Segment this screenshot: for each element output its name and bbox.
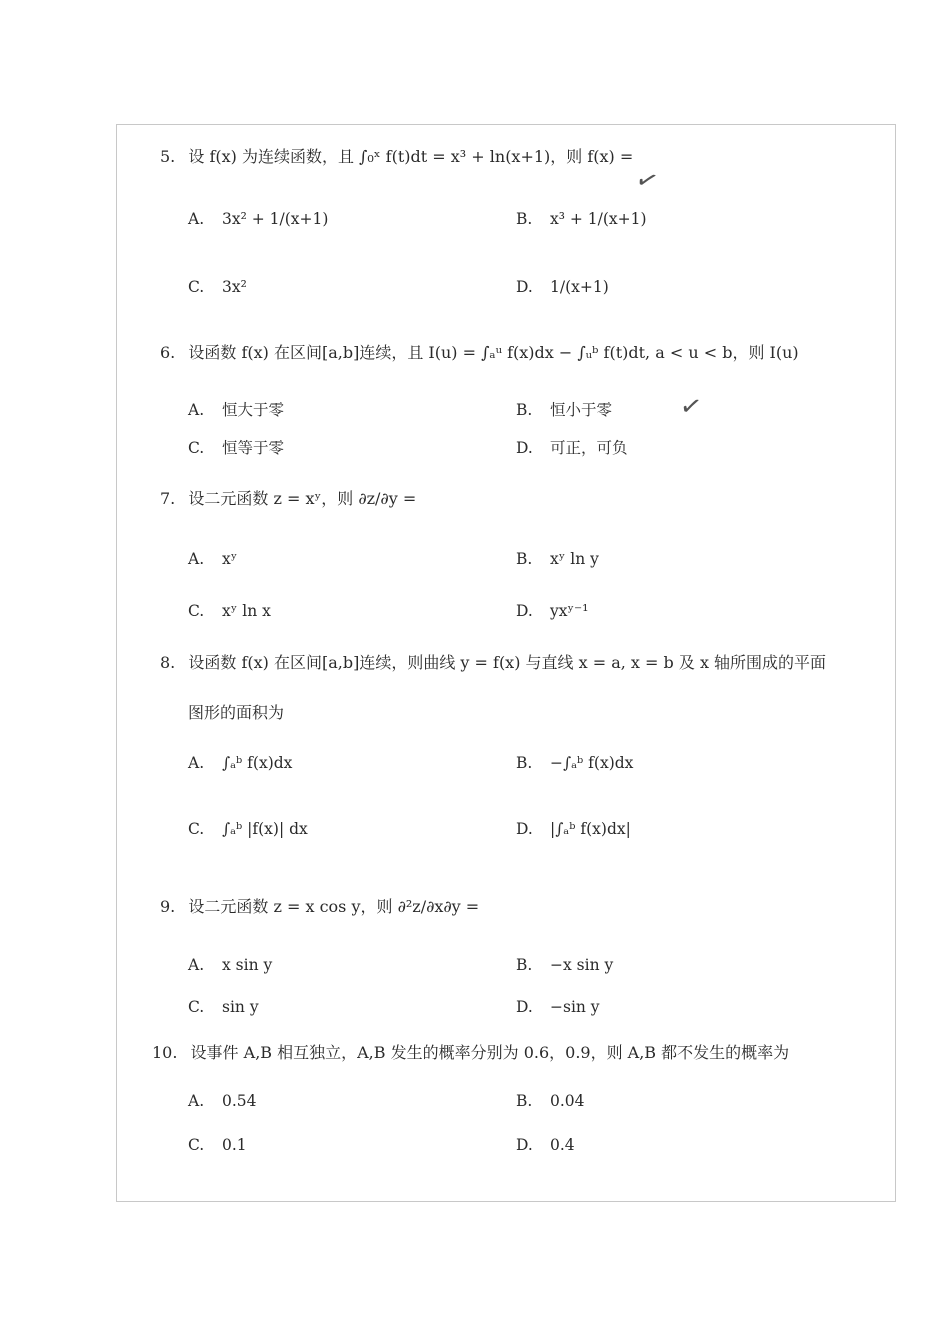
option-text: 3x² + 1/(x+1) [222, 210, 329, 228]
question-stem: 设事件 A,B 相互独立，A,B 发生的概率分别为 0.6，0.9，则 A,B 都不发生的概率为 [190, 1043, 790, 1062]
option-10b [516, 1092, 585, 1110]
question-stem: 设二元函数 z = x cos y，则 ∂²z/∂x∂y = [188, 897, 480, 916]
option-label: D. [516, 1136, 533, 1154]
question-8 [160, 650, 826, 673]
option-6c [188, 436, 284, 458]
option-label: B. [516, 210, 533, 228]
option-7c [188, 602, 271, 620]
option-label: A. [188, 956, 205, 974]
option-text: yxʸ⁻¹ [550, 602, 589, 620]
option-10d [516, 1136, 575, 1154]
option-6b [516, 398, 612, 420]
question-stem: 设函数 f(x) 在区间[a,b]连续，则曲线 y = f(x) 与直线 x = a, x = b 及 x 轴所围成的平面 [188, 653, 827, 672]
handwritten-check-mark-q5: ✓ [631, 163, 663, 199]
option-text: sin y [222, 998, 259, 1016]
option-5d [516, 278, 609, 296]
option-8a [188, 754, 292, 772]
option-text: ∫ₐᵇ |f(x)| dx [222, 820, 308, 838]
option-label: B. [516, 401, 533, 419]
option-text: −∫ₐᵇ f(x)dx [550, 754, 634, 772]
option-5a [188, 210, 328, 228]
option-text: 0.54 [222, 1092, 257, 1110]
option-text: 0.04 [550, 1092, 585, 1110]
option-label: A. [188, 550, 205, 568]
question-9 [160, 894, 479, 917]
option-7b [516, 550, 599, 568]
option-label: B. [516, 956, 533, 974]
option-9a [188, 956, 272, 974]
question-6 [160, 340, 799, 363]
question-number: 7. [160, 489, 176, 508]
option-text: 1/(x+1) [550, 278, 609, 296]
option-text: 0.4 [550, 1136, 575, 1154]
option-label: D. [516, 998, 533, 1016]
option-text: 恒小于零 [550, 401, 613, 419]
option-text: −sin y [550, 998, 600, 1016]
option-9b [516, 956, 613, 974]
option-label: C. [188, 439, 205, 457]
option-6a [188, 398, 284, 420]
option-7d [516, 602, 588, 620]
question-number: 8. [160, 653, 176, 672]
question-number: 10. [152, 1043, 178, 1062]
option-text: 恒等于零 [222, 439, 285, 457]
option-text: 3x² [222, 278, 247, 296]
option-label: B. [516, 550, 533, 568]
option-label: D. [516, 820, 533, 838]
question-stem: 设 f(x) 为连续函数，且 ∫₀ˣ f(t)dt = x³ + ln(x+1)，则 f(x) = [188, 147, 634, 166]
question-5 [160, 144, 633, 167]
option-8b [516, 754, 633, 772]
option-text: xʸ ln y [550, 550, 599, 568]
option-6d [516, 436, 628, 458]
option-text: x sin y [222, 956, 273, 974]
question-8-line-2: 图形的面积为 [188, 703, 285, 722]
option-label: A. [188, 210, 205, 228]
question-stem: 设函数 f(x) 在区间[a,b]连续，且 I(u) = ∫ₐᵘ f(x)dx − ∫ᵤᵇ f(t)dt, a < u < b，则 I(u) [188, 343, 799, 362]
question-number: 6. [160, 343, 176, 362]
option-label: D. [516, 602, 533, 620]
question-7 [160, 486, 416, 509]
option-text: 恒大于零 [222, 401, 285, 419]
option-label: A. [188, 401, 205, 419]
option-label: C. [188, 998, 205, 1016]
option-label: D. [516, 439, 533, 457]
option-text: xʸ ln x [222, 602, 271, 620]
option-text: x³ + 1/(x+1) [550, 210, 647, 228]
option-label: C. [188, 820, 205, 838]
option-10a [188, 1092, 257, 1110]
handwritten-check-mark-q6: ✓ [677, 390, 705, 424]
option-text: xʸ [222, 550, 238, 568]
option-label: B. [516, 754, 533, 772]
option-label: A. [188, 754, 205, 772]
question-stem: 设二元函数 z = xʸ，则 ∂z/∂y = [188, 489, 417, 508]
option-8d [516, 820, 631, 838]
option-7a [188, 550, 237, 568]
option-9d [516, 998, 600, 1016]
option-5b [516, 210, 647, 228]
option-5c [188, 278, 247, 296]
option-label: C. [188, 602, 205, 620]
option-label: A. [188, 1092, 205, 1110]
option-text: 可正，可负 [550, 439, 628, 457]
question-number: 9. [160, 897, 176, 916]
option-text: ∫ₐᵇ f(x)dx [222, 754, 293, 772]
option-label: D. [516, 278, 533, 296]
option-8c [188, 820, 308, 838]
question-10 [152, 1040, 789, 1063]
option-text: −x sin y [550, 956, 614, 974]
question-number: 5. [160, 147, 176, 166]
option-9c [188, 998, 259, 1016]
option-text: |∫ₐᵇ f(x)dx| [550, 820, 631, 838]
option-text: 0.1 [222, 1136, 247, 1154]
option-label: C. [188, 1136, 205, 1154]
option-label: B. [516, 1092, 533, 1110]
option-10c [188, 1136, 247, 1154]
option-label: C. [188, 278, 205, 296]
